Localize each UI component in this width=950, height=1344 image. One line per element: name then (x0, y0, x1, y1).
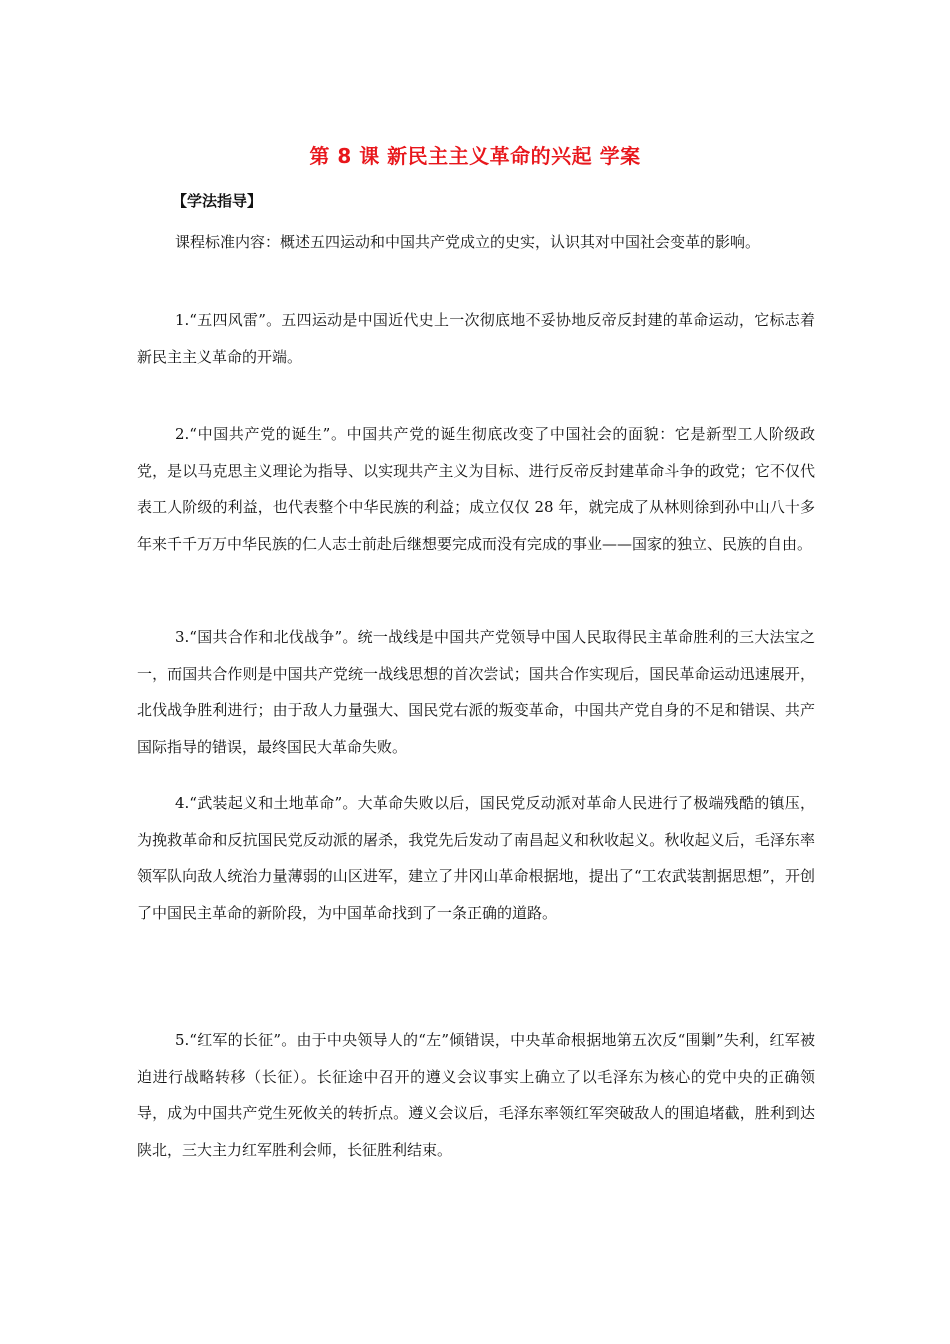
item-paragraph-4: 4.“武装起义和土地革命”。大革命失败以后，国民党反动派对革命人民进行了极端残酷的镇压，为挽救革命和反抗国民党反动派的屠杀，我党先后发动了南昌起义和秋收起义。秋收起义后，毛泽东率领军队向敌人统治力量薄弱的山区进军，建立了井冈山革命根据地，提出了“工农武装割据思想”，开创了中国民主革命的新阶段，为中国革命找到了一条正确的道路。 (137, 794, 815, 922)
item-paragraph-1: 1.“五四风雷”。五四运动是中国近代史上一次彻底地不妥协地反帝反封建的革命运动，它标志着新民主主义革命的开端。 (137, 311, 815, 366)
item-paragraph-2: 2.“中国共产党的诞生”。中国共产党的诞生彻底改变了中国社会的面貌：它是新型工人阶级政党，是以马克思主义理论为指导、以实现共产主义为目标、进行反帝反封建革命斗争的政党；它不仅代表工人阶级的利益，也代表整个中华民族的利益；成立仅仅 28 年，就完成了从林则徐到孙中山八十多年来千千万万中华民族的仁人志士前赴后继想要完成而没有完成的事业——国家的独立、民族的自由。 (137, 425, 815, 553)
item-paragraph-5: 5.“红军的长征”。由于中央领导人的“左”倾错误，中央革命根据地第五次反“围剿”失利，红军被迫进行战略转移（长征）。长征途中召开的遵义会议事实上确立了以毛泽东为核心的党中央的正确领导，成为中国共产党生死攸关的转折点。遵义会议后，毛泽东率领红军突破敌人的围追堵截，胜利到达陕北，三大主力红军胜利会师，长征胜利结束。 (137, 1031, 815, 1159)
item-paragraph-3: 3.“国共合作和北伐战争”。统一战线是中国共产党领导中国人民取得民主革命胜利的三大法宝之一，而国共合作则是中国共产党统一战线思想的首次尝试；国共合作实现后，国民革命运动迅速展开，北伐战争胜利进行；由于敌人力量强大、国民党右派的叛变革命，中国共产党自身的不足和错误、共产国际指导的错误，最终国民大革命失败。 (137, 628, 815, 756)
page-title: 第 8 课 新民主主义革命的兴起 学案 (309, 144, 641, 168)
curriculum-standard-paragraph: 课程标准内容：概述五四运动和中国共产党成立的史实，认识其对中国社会变革的影响。 (175, 233, 761, 251)
section-heading: 【学法指导】 (172, 192, 263, 210)
